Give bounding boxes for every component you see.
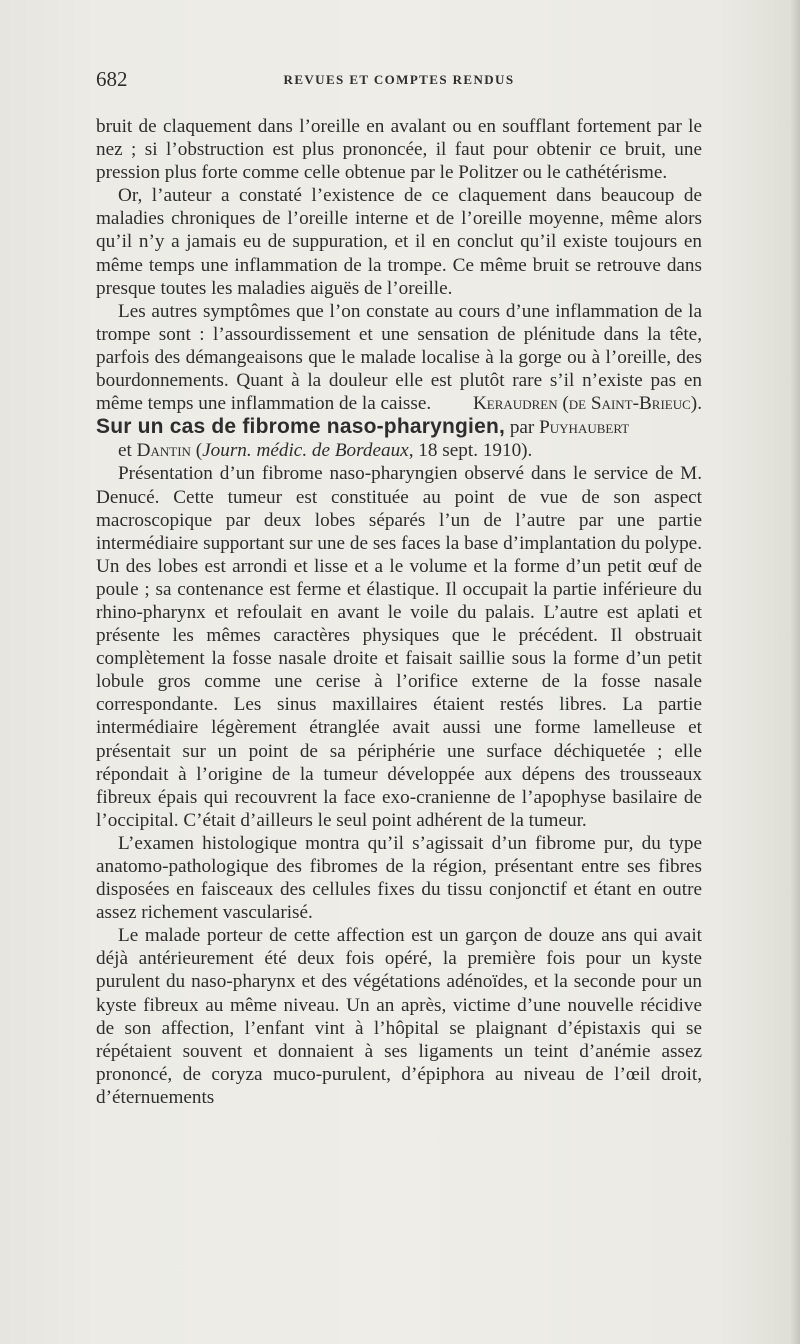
paragraph: Le malade porteur de cette affection est un garçon de douze ans qui avait déjà antérieurement été deux fois opéré, la première fois pour un kyste purulent du naso-pharynx et des végétations adénoïdes, et la seconde pour un kyste fibreux au même niveau. Un an après, victime d’une nouvelle récidive de son affection, l’enfant vint à l’hôpital se plaignant d’épistaxis qui se répétaient souvent et donnaient à ses ligaments un teint d’anémie assez prononcé, de coryza muco-purulent, d’épiphora au niveau de l’œil droit, d’éternuements	[96, 925, 702, 1108]
byline-par: par	[509, 417, 535, 439]
journal-name: Journ. médic. de Bordeaux	[202, 440, 409, 462]
paragraph-text: Les autres symptômes que l’on constate au cours d’une inflammation de la trompe sont : l’assourdissement et une sensation de plénitude dans la tête, parfois des démangeaisons que le malade localise à la gorge ou à l’oreille, des bourdonnements. Quant à la douleur elle est plutôt rare s’il n’existe pas en même temps une inflammation de la caisse.	[96, 300, 702, 415]
paragraph-continued: bruit de claquement dans l’oreille en avalant ou en soufflant fortement par le nez ; si l’obstruction est plus prononcée, il faut pour obtenir ce bruit, une pression plus forte comme celle obtenue par le Politzer ou le cathétérisme.	[96, 116, 702, 184]
paragraph: Or, l’auteur a constaté l’existence de ce claquement dans beaucoup de maladies chroniques de l’oreille interne et de l’oreille moyenne, même alors qu’il n’y a jamais eu de suppuration, et il en conclut qu’il existe toujours en même temps une inflammation de la trompe. Ce même bruit se retrouve dans presque toutes les maladies aiguës de l’oreille.	[96, 185, 702, 299]
page-edge-shadow	[790, 0, 800, 1344]
author-name: Puyhaubert	[539, 417, 630, 439]
article-heading	[96, 415, 702, 462]
page-header	[96, 66, 702, 96]
paragraph: Présentation d’un fibrome naso-pharyngien observé dans le service de M. Denucé. Cette tumeur est constituée au point de vue de son aspect macroscopique par deux lobes séparés l’un de l’autre par une partie intermédiaire supportant sur une de ses faces la base d’implantation du polype. Un des lobes est arrondi et lisse et a le volume et la forme d’un petit œuf de poule ; sa contenance est ferme et élastique. Il occupait la partie inférieure du rhino-pharynx et refoulait en avant le voile du palais. L’autre est aplati et présente les mêmes caractères physiques que le précédent. Il obstruait complètement la fosse nasale droite et faisait saillie sous la forme d’un petit lobule gros comme une cerise à l’orifice externe de la fosse nasale correspondante. Les sinus maxillaires étaient restés libres. La partie intermédiaire légèrement étranglée avait aussi une forme lamelleuse et présentait sur un point de sa périphérie une surface déchiquetée ; elle répondait à l’origine de la tumeur développée aux dépens des trousseaux fibreux épais qui recouvrent la face exo-cranienne de l’apophyse basilaire de l’occipital. C’était d’ailleurs le seul point adhérent de la tumeur.	[96, 463, 702, 831]
reviewer-signature: Keraudren (de Saint-Brieuc).	[472, 393, 702, 415]
paragraph: L’examen histologique montra qu’il s’agissait d’un fibrome pur, du type anatomo-pathologique des fibromes de la région, présentant entre ses fibres disposées en faisceaux des cellules fixes du tissu conjonctif et étant en outre assez richement vascularisé.	[96, 832, 702, 924]
article-body	[96, 115, 702, 1109]
running-head: REVUES ET COMPTES RENDUS	[283, 72, 515, 87]
journal-paren: (	[195, 440, 203, 462]
author-name: Dantin	[136, 440, 191, 462]
article-title: Sur un cas de fibrome naso-pharyngien,	[96, 415, 506, 439]
page-number: 682	[96, 67, 128, 91]
byline-et: et	[118, 440, 132, 462]
paragraph	[96, 300, 702, 415]
journal-date: , 18 sept. 1910).	[408, 440, 533, 462]
